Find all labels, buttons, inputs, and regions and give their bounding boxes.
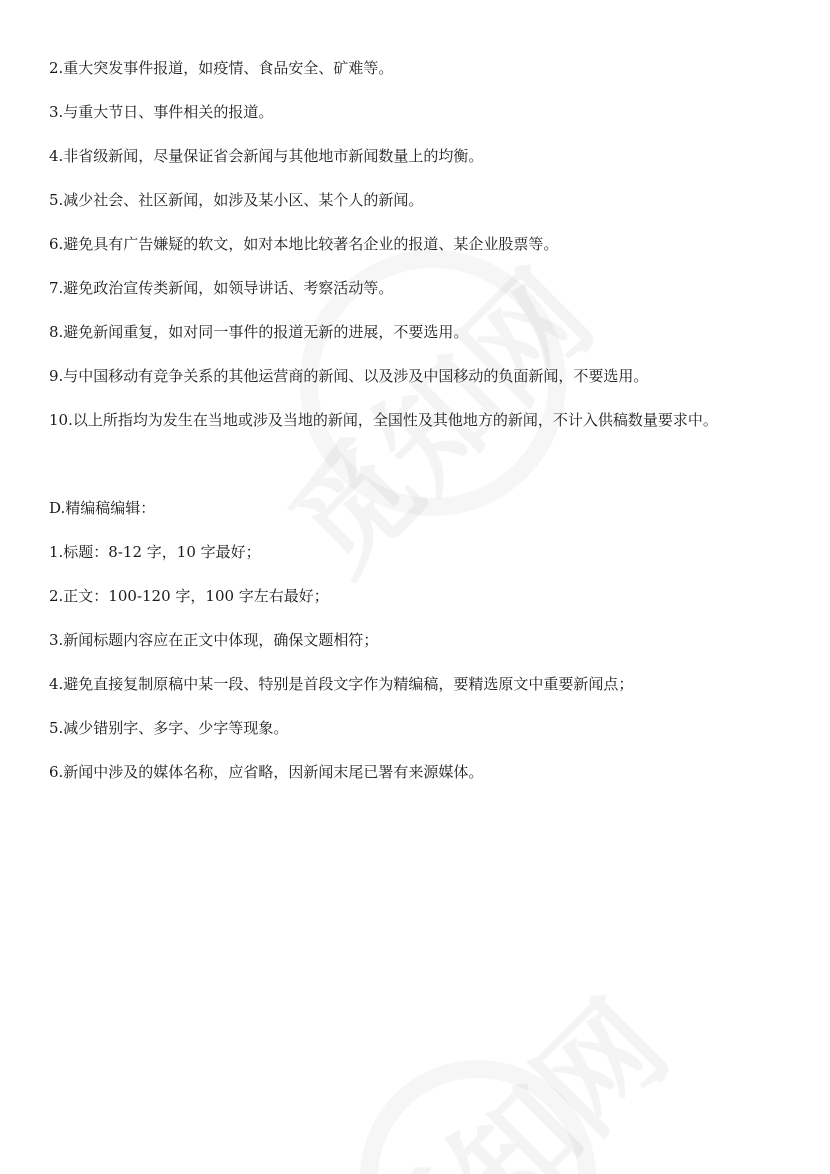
- section-d-item: 5.减少错别字、多字、少字等现象。: [49, 719, 289, 737]
- section-d-heading: D.精编稿编辑：: [49, 499, 156, 517]
- section-c-item: 4.非省级新闻，尽量保证省会新闻与其他地市新闻数量上的均衡。: [49, 147, 484, 165]
- watermark-text: [322, 958, 698, 1174]
- section-spacer: [49, 454, 809, 498]
- section-c-item: 2.重大突发事件报道，如疫情、食品安全、矿难等。: [49, 59, 394, 77]
- section-c-item: 5.减少社会、社区新闻，如涉及某小区、某个人的新闻。: [49, 191, 424, 209]
- section-c-item: 8.避免新闻重复，如对同一事件的报道无新的进展，不要选用。: [49, 323, 469, 341]
- document-body: [49, 58, 809, 806]
- section-c-item: 10.以上所指均为发生在当地或涉及当地的新闻，全国性及其他地方的新闻，不计入供稿数量要求中。: [49, 411, 718, 429]
- section-c-item: 3.与重大节日、事件相关的报道。: [49, 103, 274, 121]
- section-c-item: 7.避免政治宣传类新闻，如领导讲话、考察活动等。: [49, 279, 394, 297]
- section-d-item: 4.避免直接复制原稿中某一段、特别是首段文字作为精编稿，要精选原文中重要新闻点；: [49, 675, 634, 693]
- section-d-item: 2.正文：100-120 字，100 字左右最好；: [49, 587, 329, 605]
- section-c-item: 6.避免具有广告嫌疑的软文，如对本地比较著名企业的报道、某企业股票等。: [49, 235, 559, 253]
- watermark-ring: [360, 1060, 596, 1174]
- section-c-item: 9.与中国移动有竞争关系的其他运营商的新闻、以及涉及中国移动的负面新闻，不要选用。: [49, 367, 649, 385]
- section-d-item: 3.新闻标题内容应在正文中体现，确保文题相符；: [49, 631, 379, 649]
- section-d-item: 1.标题：8-12 字，10 字最好；: [49, 543, 261, 561]
- section-d-item: 6.新闻中涉及的媒体名称，应省略，因新闻末尾已署有来源媒体。: [49, 763, 484, 781]
